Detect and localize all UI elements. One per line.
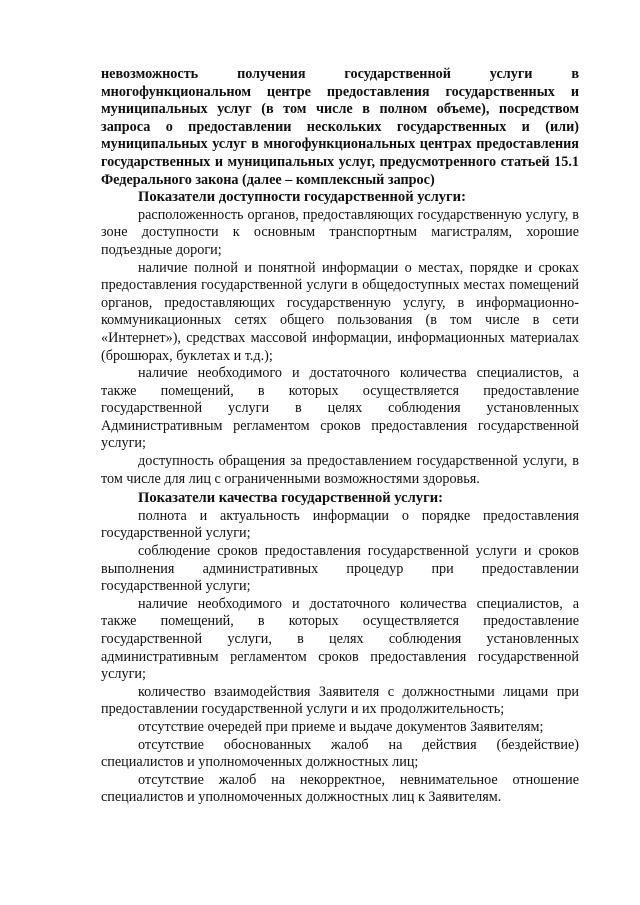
intro-paragraph: невозможность получения государственной услуги в многофункциональном центре предоставления государственных и муниципальных услуг (в том числе в полном объеме), посредством запроса о предоставлении нескольких государственных и (или) муниципальных услуг в многофункциональных центрах предоставления государственных и муниципальных услуг, предусмотренного статьей 15.1 Федерального закона (далее – комплексный запрос) bbox=[101, 66, 579, 188]
accessibility-item: расположенность органов, предоставляющих государственную услугу, в зоне доступности к основным транспортным магистралям, хорошие подъездные дороги; bbox=[101, 206, 579, 258]
accessibility-heading: Показатели доступности государственной услуги: bbox=[138, 189, 466, 206]
quality-item: количество взаимодействия Заявителя с должностными лицами при предоставлении государственной услуги и их продолжительность; bbox=[101, 683, 579, 718]
quality-item: отсутствие обоснованных жалоб на действия (бездействие) специалистов и уполномоченных должностных лиц; bbox=[101, 736, 579, 771]
accessibility-item: наличие необходимого и достаточного количества специалистов, а также помещений, в которых осуществляется предоставление государственной услуги в целях соблюдения установленных Административным регламентом сроков предоставления государственной услуги; bbox=[101, 365, 579, 452]
quality-item: наличие необходимого и достаточного количества специалистов, а также помещений, в которых осуществляется предоставление государственной услуги, в целях соблюдения установленных административным регламентом сроков предоставления государственной услуги; bbox=[101, 595, 579, 683]
quality-heading: Показатели качества государственной услуги: bbox=[138, 490, 443, 507]
document-body bbox=[101, 66, 579, 807]
quality-item: отсутствие очередей при приеме и выдаче документов Заявителям; bbox=[138, 718, 544, 735]
accessibility-item: наличие полной и понятной информации о местах, порядке и сроках предоставления государственной услуги в общедоступных местах помещений органов, предоставляющих государственную услугу, в информационно-коммуникационных сетях общего пользования (в том числе в сети «Интернет»), средствах массовой информации, информационных материалах (брошюрах, буклетах и т.д.); bbox=[101, 259, 579, 364]
quality-item: полнота и актуальность информации о порядке предоставления государственной услуги; bbox=[101, 507, 579, 542]
quality-item: отсутствие жалоб на некорректное, невнимательное отношение специалистов и уполномоченных должностных лиц к Заявителям. bbox=[101, 771, 579, 806]
quality-item: соблюдение сроков предоставления государственной услуги и сроков выполнения административных процедур при предоставлении государственной услуги; bbox=[101, 543, 579, 595]
accessibility-item: доступность обращения за предоставлением государственной услуги, в том числе для лиц с ограниченными возможностями здоровья. bbox=[101, 453, 579, 487]
